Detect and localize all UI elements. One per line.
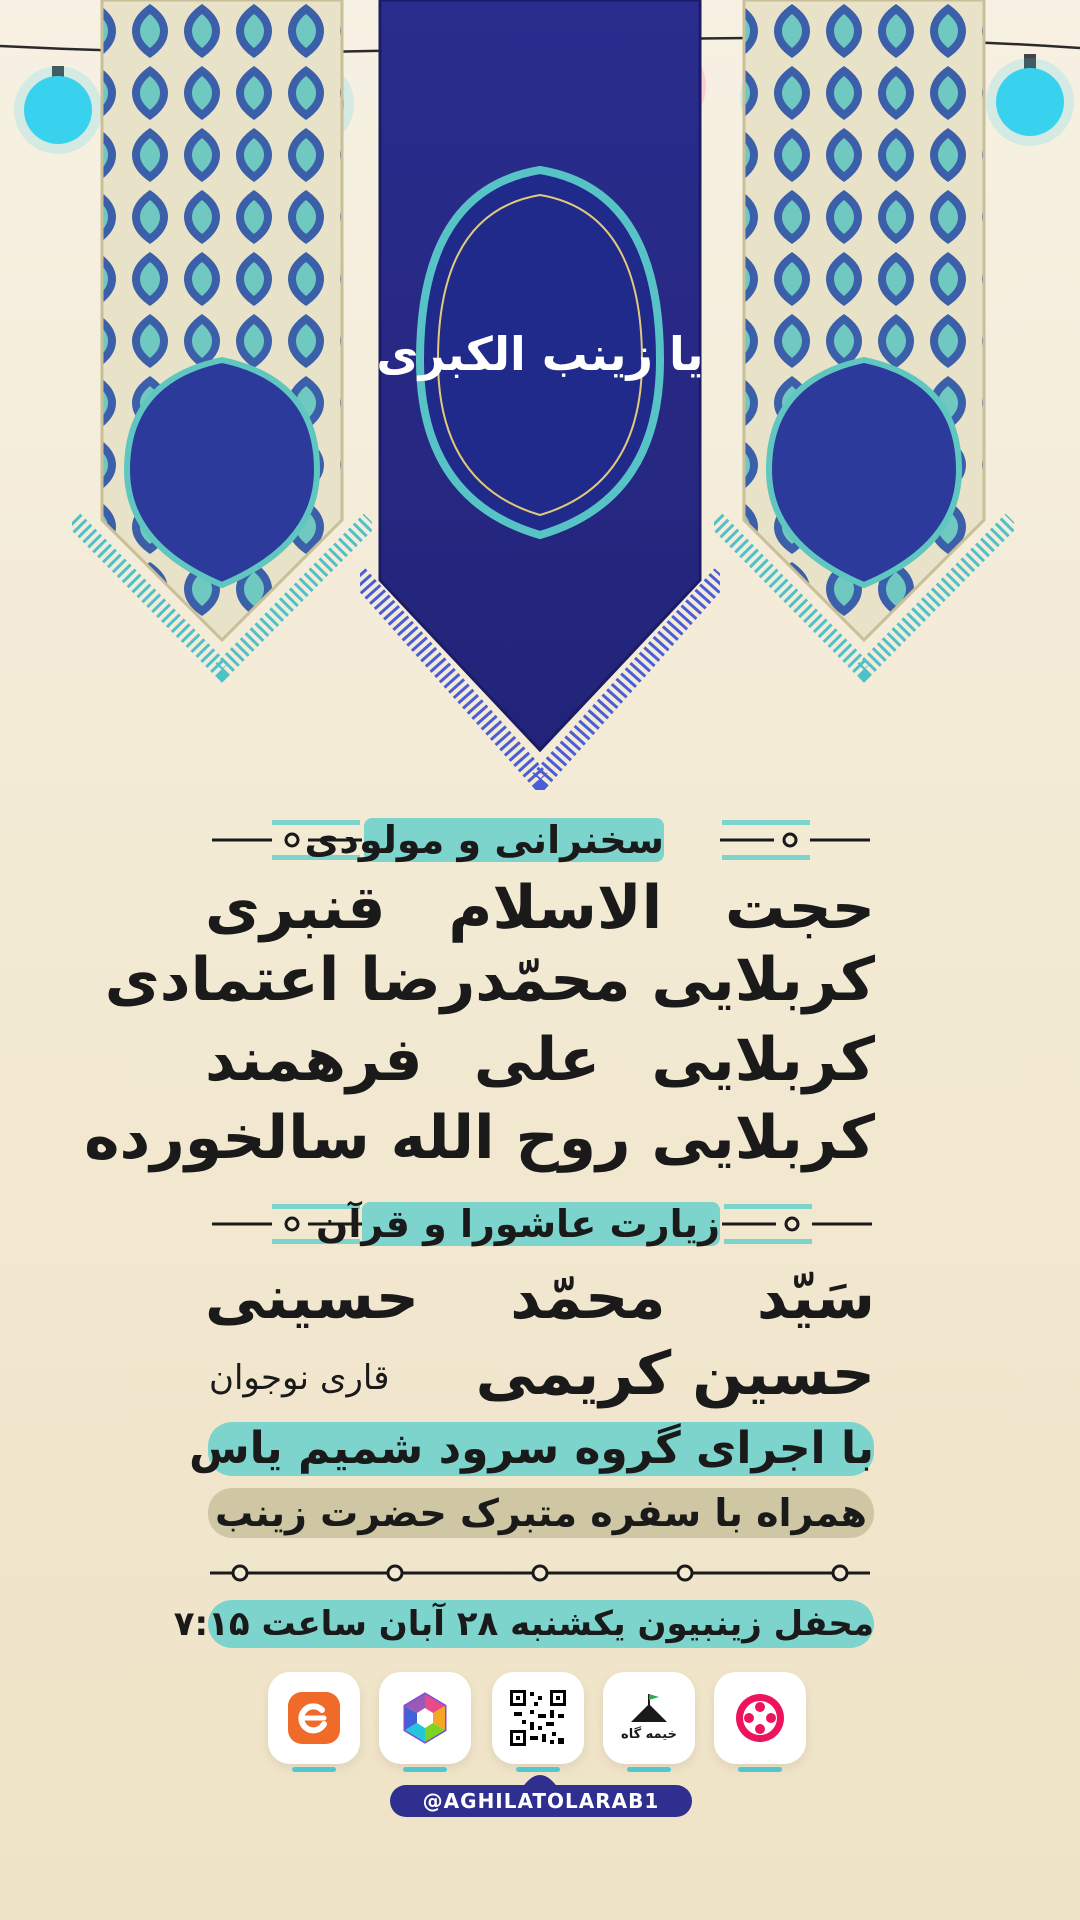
kheymegah-logo bbox=[603, 1672, 695, 1764]
kheymegah-logo-text: خیمه گاه bbox=[621, 1727, 677, 1742]
sofreh-pill: همراه با سفره متبرک حضرت زینب bbox=[208, 1488, 874, 1538]
rubika-icon bbox=[395, 1688, 455, 1748]
rubika-app-button[interactable] bbox=[379, 1672, 471, 1764]
reciter-line: سَیّد محمّد حسینی bbox=[205, 1263, 875, 1333]
reciter-note: قاری نوجوان bbox=[209, 1358, 390, 1398]
banner-calligraphy: یا زینب الکبری bbox=[376, 327, 704, 381]
dotted-divider bbox=[210, 1558, 870, 1588]
aparat-app-button[interactable] bbox=[714, 1672, 806, 1764]
aparat-icon bbox=[730, 1688, 790, 1748]
eitaa-app-button[interactable] bbox=[268, 1672, 360, 1764]
center-banner bbox=[360, 0, 720, 790]
speaker-line: کربلایی روح الله سالخورده bbox=[84, 1103, 875, 1173]
qr-code bbox=[492, 1672, 584, 1764]
ornament-divider bbox=[720, 818, 870, 862]
venue-time-pill: محفل زینبیون یکشنبه ۲۸ آبان ساعت ۷:۱۵ bbox=[208, 1600, 874, 1648]
qr-code-icon bbox=[508, 1688, 568, 1748]
reciter-line-2 bbox=[205, 1338, 875, 1410]
kheymegah-logo-icon bbox=[619, 1688, 679, 1748]
section-header-lecture bbox=[0, 818, 1080, 862]
performance-pill: با اجرای گروه سرود شمیم یاس bbox=[188, 1423, 874, 1474]
speaker-line: کربلایی علی فرهمند bbox=[205, 1025, 875, 1095]
eitaa-icon bbox=[284, 1688, 344, 1748]
reciter-name: حسین کریمی bbox=[475, 1339, 875, 1409]
social-handle[interactable]: @AGHILATOLARAB1 bbox=[390, 1785, 692, 1817]
section-header-ziyarat bbox=[0, 1202, 1080, 1246]
section-title: زیارت عاشورا و قرآن bbox=[315, 1202, 720, 1246]
right-banner bbox=[714, 0, 1014, 690]
left-banner bbox=[72, 0, 372, 690]
speaker-line: حجت الاسلام قنبری bbox=[205, 873, 875, 943]
speaker-line: کربلایی محمّدرضا اعتمادی bbox=[104, 945, 875, 1015]
ornament-divider bbox=[722, 1202, 872, 1246]
section-title: سخنرانی و مولودی bbox=[304, 818, 664, 862]
